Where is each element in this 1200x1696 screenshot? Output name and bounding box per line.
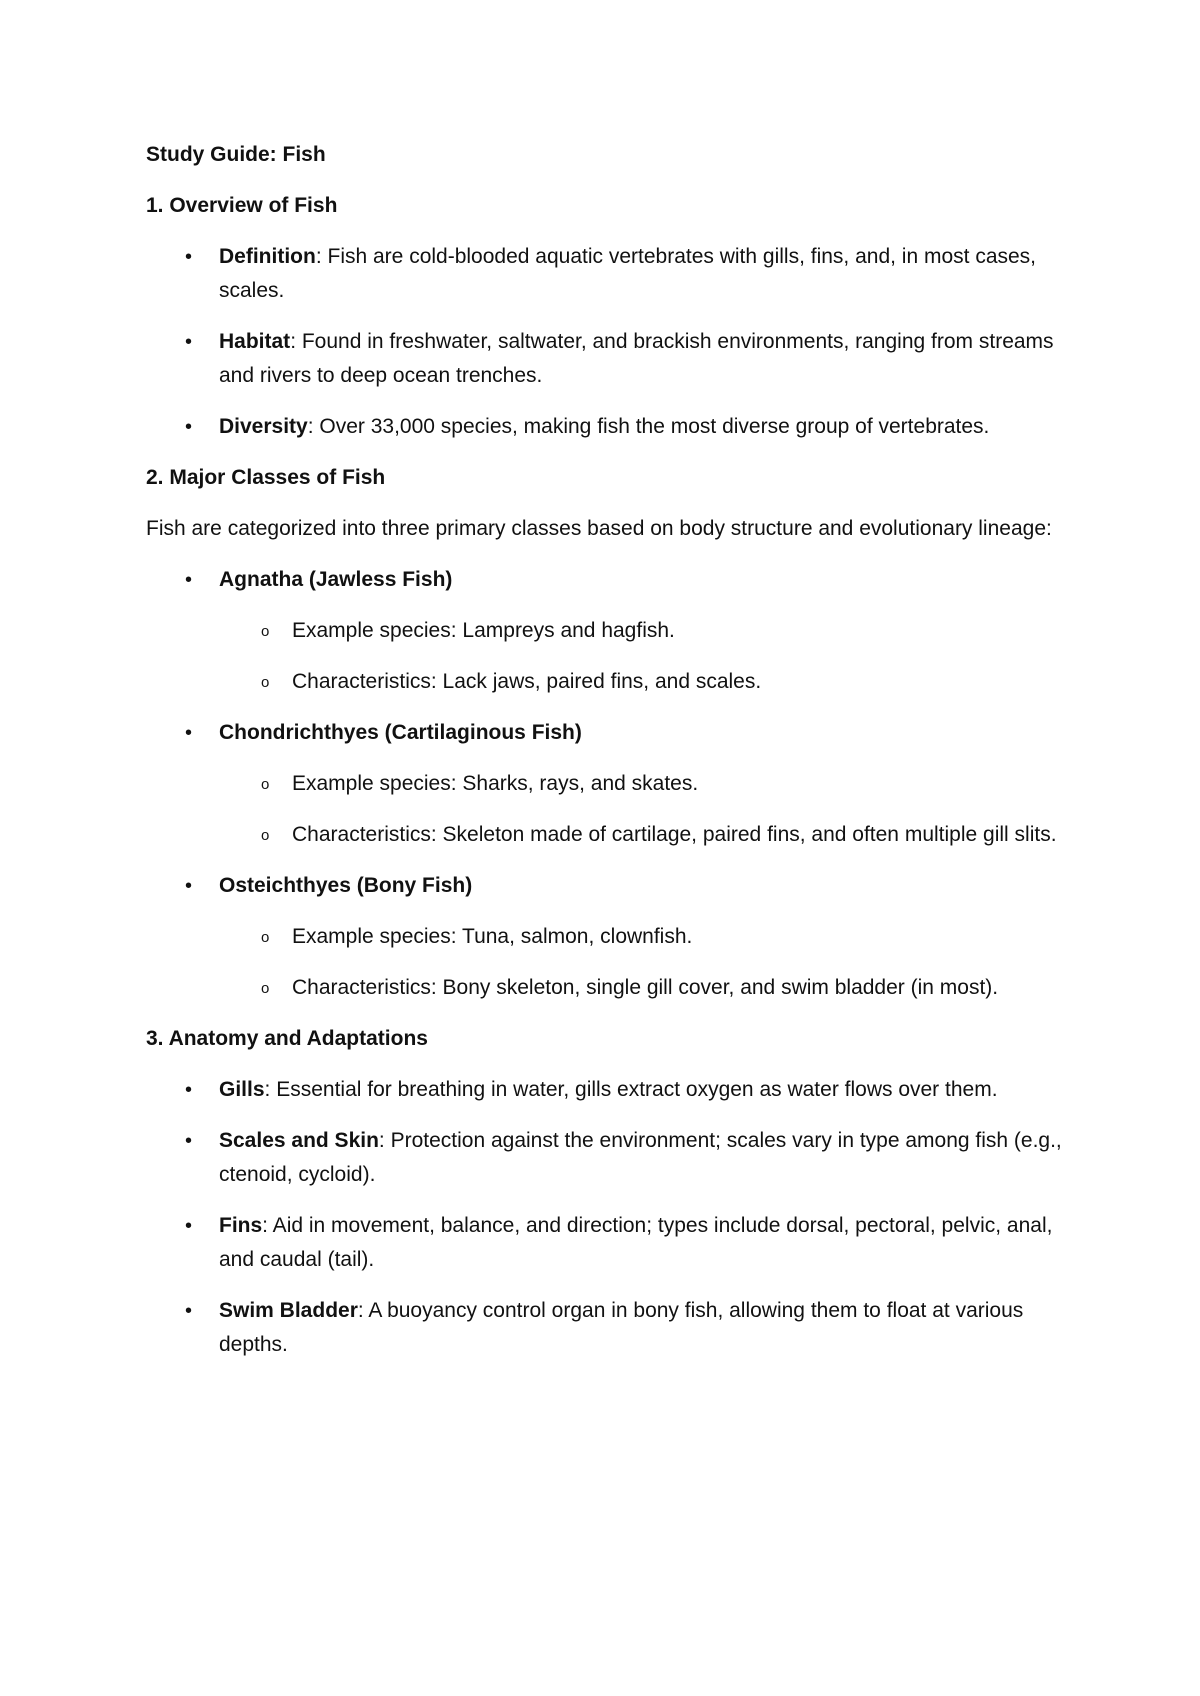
class-agnatha [146, 563, 1066, 699]
class-chondrichthyes [146, 716, 1066, 852]
section-3-list [146, 1073, 1066, 1362]
chondrichthyes-characteristics: o Characteristics: Skeleton made of cartilage, paired fins, and often multiple gill slits. [219, 818, 1066, 852]
agnatha-characteristics: o Characteristics: Lack jaws, paired fins, and scales. [219, 665, 1066, 699]
document-page [146, 138, 1066, 1379]
term-diversity: Diversity [219, 415, 308, 438]
agnatha-example: o Example species: Lampreys and hagfish. [219, 614, 1066, 648]
chondrichthyes-details [219, 767, 1066, 852]
list-item-habitat [146, 325, 1066, 393]
list-item-scales-and-skin [146, 1124, 1066, 1192]
term-scales-and-skin: Scales and Skin [219, 1129, 379, 1152]
term-habitat: Habitat [219, 330, 291, 353]
osteichthyes-characteristics: o Characteristics: Bony skeleton, single gill cover, and swim bladder (in most). [219, 971, 1066, 1005]
section-3-heading: 3. Anatomy and Adaptations [146, 1027, 428, 1050]
term-definition: Definition [219, 245, 316, 268]
class-name-osteichthyes: Osteichthyes (Bony Fish) [219, 874, 473, 897]
desc-diversity: : Over 33,000 species, making fish the most diverse group of vertebrates. [307, 415, 990, 438]
osteichthyes-details [219, 920, 1066, 1005]
section-2-list [146, 563, 1066, 1005]
term-gills: Gills [219, 1078, 265, 1101]
desc-swim-bladder: : A buoyancy control organ in bony fish, allowing them to float at various depths. [219, 1299, 1024, 1356]
desc-scales-and-skin: : Protection against the environment; scales vary in type among fish (e.g., ctenoid, cycloid). [219, 1129, 1062, 1186]
term-swim-bladder: Swim Bladder [219, 1299, 358, 1322]
section-2-heading: 2. Major Classes of Fish [146, 466, 386, 489]
list-item-diversity [146, 410, 1066, 444]
agnatha-details [219, 614, 1066, 699]
list-item-gills [146, 1073, 1066, 1107]
section-2-intro: Fish are categorized into three primary classes based on body structure and evolutionary lineage: [146, 517, 1052, 540]
desc-fins: : Aid in movement, balance, and direction; types include dorsal, pectoral, pelvic, anal, and caudal (tail). [219, 1214, 1053, 1271]
desc-habitat: : Found in freshwater, saltwater, and brackish environments, ranging from streams and rivers to deep ocean trenches. [219, 330, 1054, 387]
class-name-chondrichthyes: Chondrichthyes (Cartilaginous Fish) [219, 721, 582, 744]
osteichthyes-example: o Example species: Tuna, salmon, clownfish. [219, 920, 1066, 954]
chondrichthyes-example: o Example species: Sharks, rays, and skates. [219, 767, 1066, 801]
term-fins: Fins [219, 1214, 263, 1237]
list-item-swim-bladder [146, 1294, 1066, 1362]
desc-gills: : Essential for breathing in water, gills extract oxygen as water flows over them. [264, 1078, 998, 1101]
document-title: Study Guide: Fish [146, 143, 326, 166]
section-1-heading: 1. Overview of Fish [146, 194, 338, 217]
list-item-fins [146, 1209, 1066, 1277]
section-1-list [146, 240, 1066, 444]
class-osteichthyes [146, 869, 1066, 1005]
desc-definition: : Fish are cold-blooded aquatic vertebrates with gills, fins, and, in most cases, scales. [219, 245, 1037, 302]
list-item-definition [146, 240, 1066, 308]
class-name-agnatha: Agnatha (Jawless Fish) [219, 568, 453, 591]
